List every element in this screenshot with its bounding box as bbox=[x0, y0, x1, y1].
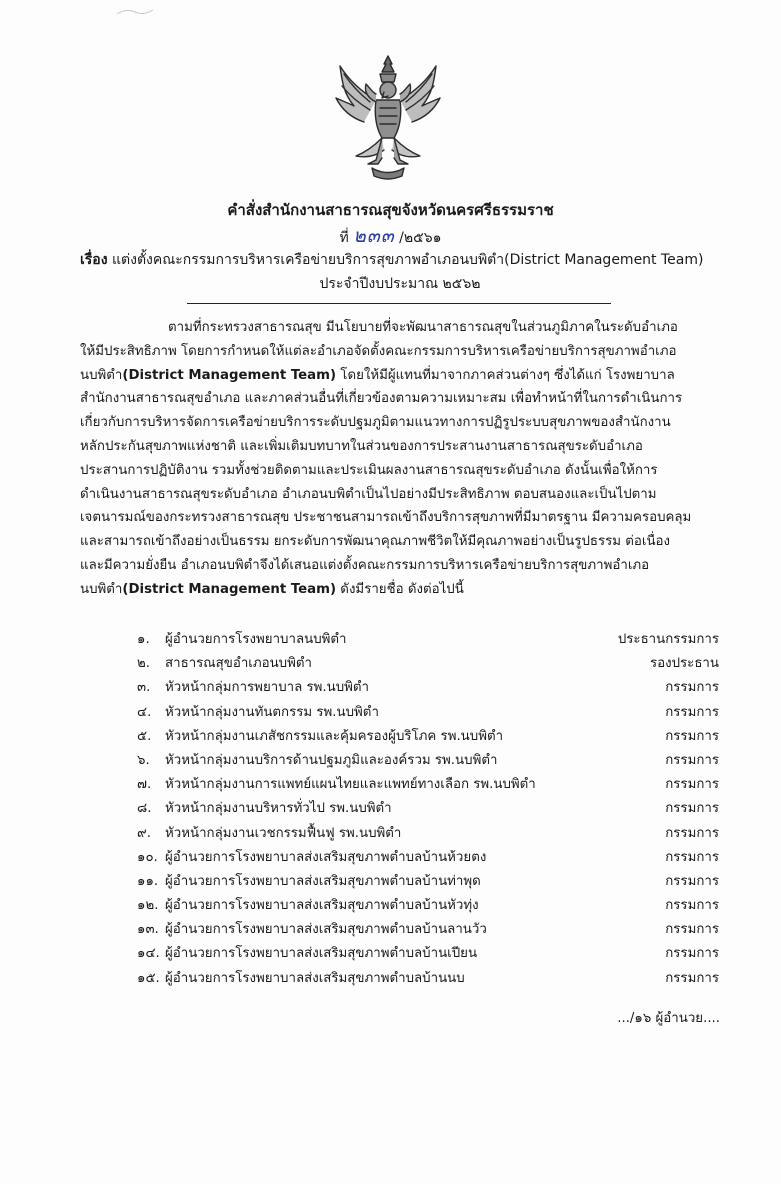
subject-line-1: แต่งตั้งคณะกรรมการบริหารเครือข่ายบริการสุขภาพอำเภอนบพิตำ(District Management Team) bbox=[112, 252, 704, 268]
member-name: ผู้อำนวยการโรงพยาบาลส่งเสริมสุขภาพตำบลบ้านท่าพุด bbox=[165, 873, 481, 889]
continued-marker: .../๑๖ ผู้อำนวย.... bbox=[617, 1011, 720, 1026]
member-name: ผู้อำนวยการโรงพยาบาลส่งเสริมสุขภาพตำบลบ้านห้วยตง bbox=[165, 849, 487, 865]
member-role: กรรมการ bbox=[665, 873, 719, 889]
order-number-suffix: /๒๕๖๑ bbox=[399, 230, 442, 246]
member-name: ผู้อำนวยการโรงพยาบาลส่งเสริมสุขภาพตำบลบ้านเปียน bbox=[165, 946, 478, 962]
member-number: ๑๓. bbox=[137, 922, 159, 938]
committee-list bbox=[137, 628, 719, 991]
body-line: ตามที่กระทรวงสาธารณสุข มีนโยบายที่จะพัฒนาสาธารณสุขในส่วนภูมิภาคในระดับอำเภอ bbox=[168, 320, 678, 335]
member-name: หัวหน้ากลุ่มการพยาบาล รพ.นบพิตำ bbox=[165, 680, 370, 696]
list-item bbox=[137, 797, 719, 821]
member-name: หัวหน้ากลุ่มงานบริการด้านปฐมภูมิและองค์รวม รพ.นบพิตำ bbox=[165, 752, 498, 768]
member-role: กรรมการ bbox=[665, 777, 719, 793]
member-number: ๑. bbox=[137, 632, 150, 647]
list-item bbox=[137, 725, 719, 749]
body-line: และสามารถเข้าถึงอย่างเป็นธรรม ยกระดับการพัฒนาคุณภาพชีวิตให้มีคุณภาพอย่างเป็นรูปธรรม ต่อเนื่อง bbox=[80, 534, 671, 550]
member-role: กรรมการ bbox=[665, 970, 719, 986]
member-role: รองประธาน bbox=[649, 656, 719, 672]
member-number: ๑๐. bbox=[137, 849, 158, 865]
list-item bbox=[137, 822, 719, 846]
member-role: กรรมการ bbox=[665, 922, 719, 938]
subject-line-2: ประจำปีงบประมาณ ๒๕๖๒ bbox=[319, 276, 481, 292]
member-number: ๑๑. bbox=[137, 873, 159, 889]
subject-block bbox=[80, 248, 720, 296]
list-item bbox=[137, 870, 719, 894]
member-role: กรรมการ bbox=[665, 898, 719, 914]
member-name: หัวหน้ากลุ่มงานเวชกรรมฟื้นฟู รพ.นบพิตำ bbox=[165, 825, 402, 841]
document-title: คำสั่งสำนักงานสาธารณสุขจังหวัดนครศรีธรรมราช bbox=[227, 201, 554, 219]
member-role: กรรมการ bbox=[665, 849, 719, 865]
list-item bbox=[137, 652, 719, 676]
order-number bbox=[0, 221, 781, 251]
member-number: ๘. bbox=[137, 801, 152, 817]
body-line: และมีความยั่งยืน อำเภอนบพิตำจึงได้เสนอแต่งตั้งคณะกรรมการบริหารเครือข่ายบริการสุขภาพอำเภอ bbox=[80, 557, 650, 573]
dmt-emphasis: (District Management Team) bbox=[122, 581, 337, 597]
member-role: กรรมการ bbox=[665, 825, 719, 841]
member-number: ๑๔. bbox=[137, 946, 160, 962]
member-role: กรรมการ bbox=[665, 704, 719, 720]
dmt-emphasis: (District Management Team) bbox=[122, 367, 337, 383]
body-line: เกี่ยวกับการบริหารจัดการเครือข่ายบริการระดับปฐมภูมิตามแนวทางการปฏิรูประบบสุขภาพของสำนักงาน bbox=[80, 415, 671, 431]
member-name: หัวหน้ากลุ่มงานการแพทย์แผนไทยและแพทย์ทางเลือก รพ.นบพิตำ bbox=[165, 777, 536, 793]
body-paragraph bbox=[80, 316, 720, 602]
list-item bbox=[137, 701, 719, 725]
member-role: กรรมการ bbox=[665, 946, 719, 962]
list-item bbox=[137, 894, 719, 918]
member-name: สาธารณสุขอำเภอนบพิตำ bbox=[165, 656, 312, 672]
list-item bbox=[137, 749, 719, 773]
body-line: สำนักงานสาธารณสุขอำเภอ และภาคส่วนอื่นที่เกี่ยวข้องตามความเหมาะสม เพื่อทำหน้าที่ในการดำเนินการ bbox=[80, 391, 683, 407]
body-line: นบพิตำ(District Management Team) ดังมีรายชื่อ ดังต่อไปนี้ bbox=[80, 581, 464, 597]
body-line: ให้มีประสิทธิภาพ โดยการกำหนดให้แต่ละอำเภอจัดตั้งคณะกรรมการบริหารเครือข่ายบริการสุขภาพอำเภอ bbox=[80, 343, 677, 359]
order-number-handwritten: ๒๓๓ bbox=[353, 225, 395, 247]
body-line: หลักประกันสุขภาพแห่งชาติ และเพิ่มเติมบทบาทในส่วนของการประสานงานสาธารณสุขระดับอำเภอ bbox=[80, 438, 643, 454]
member-name: ผู้อำนวยการโรงพยาบาลส่งเสริมสุขภาพตำบลบ้านลานวัว bbox=[165, 922, 487, 938]
member-role: กรรมการ bbox=[665, 680, 719, 696]
member-number: ๕. bbox=[137, 728, 152, 744]
body-line: นบพิตำ(District Management Team) โดยให้มีผู้แทนที่มาจากภาคส่วนต่างๆ ซึ่งได้แก่ โรงพยาบาล bbox=[80, 367, 675, 383]
list-item bbox=[137, 676, 719, 700]
member-number: ๔. bbox=[137, 704, 152, 720]
scratch-mark bbox=[115, 4, 155, 20]
member-number: ๑๕. bbox=[137, 970, 160, 986]
list-item bbox=[137, 846, 719, 870]
member-name: ผู้อำนวยการโรงพยาบาลส่งเสริมสุขภาพตำบลบ้านหัวทุ่ง bbox=[165, 898, 479, 914]
member-number: ๒. bbox=[137, 656, 150, 672]
order-number-prefix: ที่ bbox=[339, 230, 349, 246]
list-item bbox=[137, 628, 719, 652]
member-role: ประธานกรรมการ bbox=[617, 632, 719, 647]
member-role: กรรมการ bbox=[665, 801, 719, 817]
member-name: หัวหน้ากลุ่มงานทันตกรรม รพ.นบพิตำ bbox=[165, 704, 379, 720]
member-number: ๗. bbox=[137, 777, 152, 793]
list-item bbox=[137, 918, 719, 942]
list-item bbox=[137, 967, 719, 991]
body-line: เจตนารมณ์ของกระทรวงสาธารณสุข ประชาชนสามารถเข้าถึงบริการสุขภาพที่มีมาตรฐาน มีความครอบคลุม bbox=[80, 510, 692, 526]
member-role: กรรมการ bbox=[665, 728, 719, 744]
body-line: ดำเนินงานสาธารณสุขระดับอำเภอ อำเภอนบพิตำเป็นไปอย่างมีประสิทธิภาพ ตอบสนองและเป็นไปตาม bbox=[80, 486, 657, 502]
body-line: ประสานการปฏิบัติงาน รวมทั้งช่วยติดตามและประเมินผลงานสาธารณสุขระดับอำเภอ ดังนั้นเพื่อให้การ bbox=[80, 462, 658, 478]
member-name: หัวหน้ากลุ่มงานเภสัชกรรมและคุ้มครองผู้บริโภค รพ.นบพิตำ bbox=[165, 728, 504, 744]
divider bbox=[187, 303, 611, 304]
member-number: ๖. bbox=[137, 752, 150, 768]
list-item bbox=[137, 773, 719, 797]
member-name: ผู้อำนวยการโรงพยาบาลส่งเสริมสุขภาพตำบลบ้านนบ bbox=[165, 970, 465, 986]
member-number: ๙. bbox=[137, 825, 151, 841]
member-name: หัวหน้ากลุ่มงานบริหารทั่วไป รพ.นบพิตำ bbox=[165, 801, 392, 817]
member-role: กรรมการ bbox=[665, 752, 719, 768]
member-number: ๓. bbox=[137, 680, 151, 696]
subject-label: เรื่อง bbox=[80, 252, 108, 268]
list-item bbox=[137, 942, 719, 966]
member-number: ๑๒. bbox=[137, 898, 159, 914]
member-name: ผู้อำนวยการโรงพยาบาลนบพิตำ bbox=[165, 632, 347, 647]
garuda-emblem-icon bbox=[332, 52, 444, 182]
